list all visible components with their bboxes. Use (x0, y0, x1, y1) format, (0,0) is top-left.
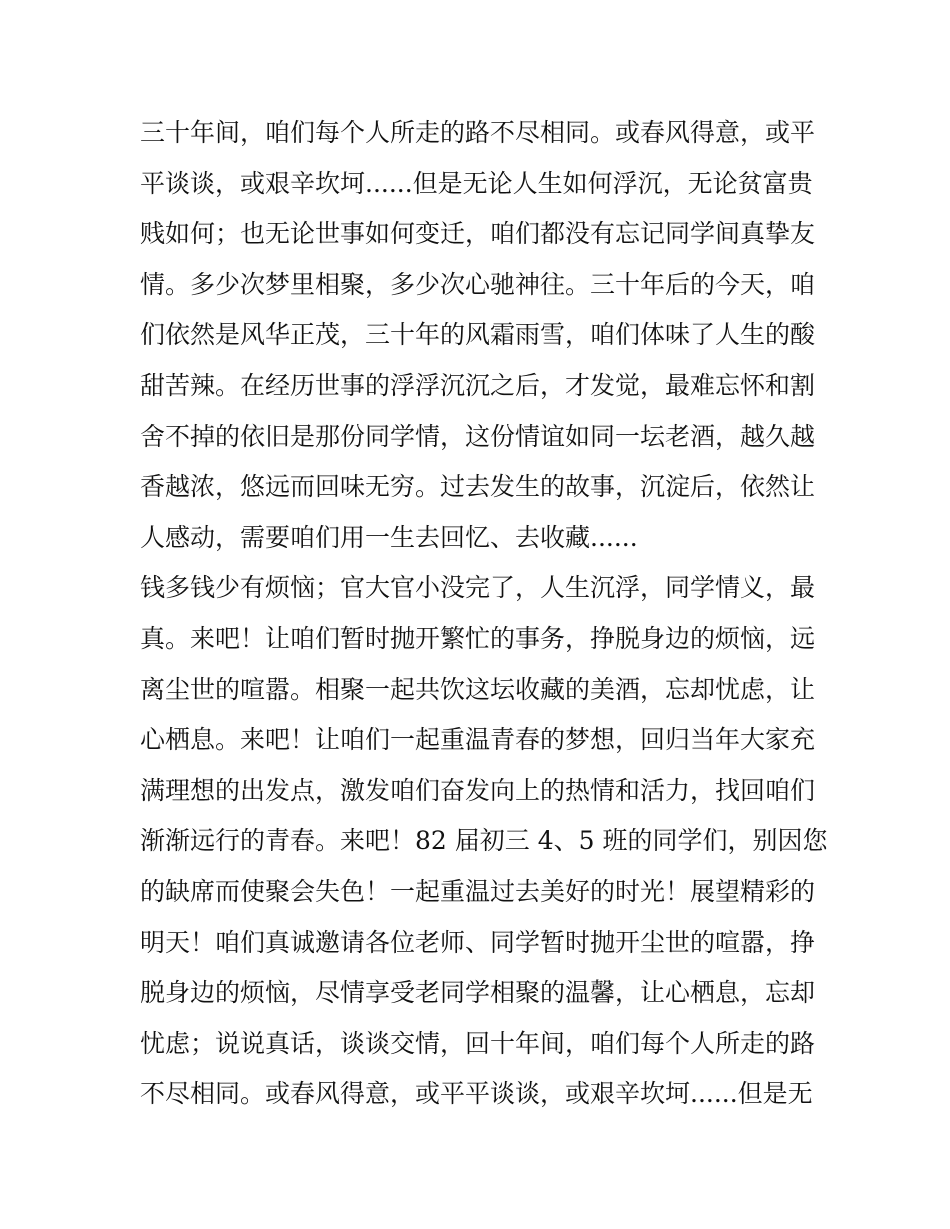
text-line: 平谈谈，或艰辛坎坷......但是无论人生如何浮沉，无论贫富贵 (140, 168, 813, 198)
text-line: 渐渐远行的青春。来吧！82 届初三 4、5 班的同学们，别因您 (140, 826, 828, 856)
text-line: 满理想的出发点，激发咱们奋发向上的热情和活力，找回咱们 (140, 775, 816, 805)
text-line: 舍不掉的依旧是那份同学情，这份情谊如同一坛老酒，越久越 (140, 421, 816, 451)
text-line: 真。来吧！让咱们暂时抛开繁忙的事务，挣脱身边的烦恼，远 (140, 623, 816, 653)
text-line: 甜苦辣。在经历世事的浮浮沉沉之后，才发觉，最难忘怀和割 (140, 370, 816, 400)
text-line: 忧虑；说说真话，谈谈交情，回十年间，咱们每个人所走的路 (140, 1028, 816, 1058)
text-line: 心栖息。来吧！让咱们一起重温青春的梦想，回归当年大家充 (140, 725, 816, 755)
text-line: 脱身边的烦恼，尽情享受老同学相聚的温馨，让心栖息，忘却 (140, 978, 816, 1008)
text-line: 情。多少次梦里相聚，多少次心驰神往。三十年后的今天，咱 (140, 269, 816, 299)
text-line: 贱如何；也无论世事如何变迁，咱们都没有忘记同学间真挚友 (140, 219, 816, 249)
text-line: 不尽相同。或春风得意，或平平谈谈，或艰辛坎坷......但是无 (140, 1079, 813, 1109)
text-line: 们依然是风华正茂，三十年的风霜雨雪，咱们体味了人生的酸 (140, 320, 816, 350)
text-line: 人感动，需要咱们用一生去回忆、去收藏...... (140, 522, 638, 552)
text-line: 香越浓，悠远而回味无穷。过去发生的故事，沉淀后，依然让 (140, 472, 816, 502)
body-text (140, 108, 828, 1120)
text-line: 钱多钱少有烦恼；官大官小没完了，人生沉浮，同学情义，最 (140, 573, 816, 603)
text-line: 的缺席而使聚会失色！一起重温过去美好的时光！展望精彩的 (140, 876, 816, 906)
text-line: 明天！咱们真诚邀请各位老师、同学暂时抛开尘世的喧嚣，挣 (140, 927, 816, 957)
text-line: 离尘世的喧嚣。相聚一起共饮这坛收藏的美酒，忘却忧虑，让 (140, 674, 816, 704)
text-line: 三十年间，咱们每个人所走的路不尽相同。或春风得意，或平 (140, 118, 816, 147)
